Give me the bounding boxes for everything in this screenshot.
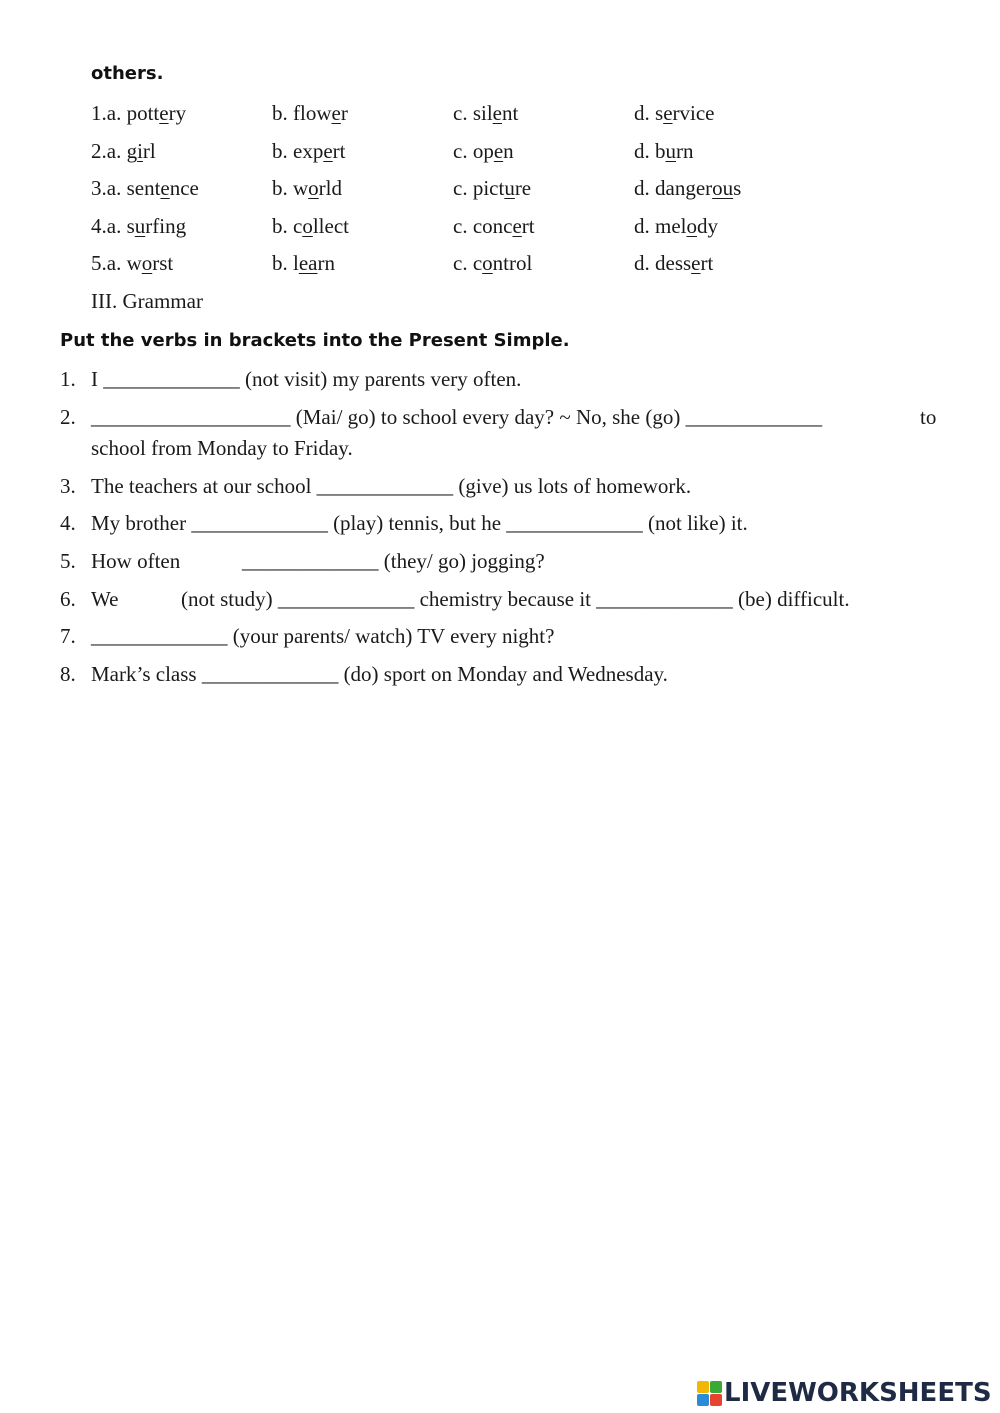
option-a: 3.a. sentence <box>91 176 199 200</box>
logo-square <box>697 1381 709 1393</box>
pronunciation-row-5 <box>0 251 1000 281</box>
option-d: d. dessert <box>634 251 714 275</box>
exercise-number: 7. <box>60 624 76 648</box>
liveworksheets-logo <box>697 1378 997 1410</box>
option-d: d. burn <box>634 139 694 163</box>
option-c: c. control <box>453 251 533 275</box>
exercise-number: 8. <box>60 662 76 686</box>
option-c: c. silent <box>453 101 519 125</box>
exercise-number: 6. <box>60 587 76 611</box>
option-b: b. collect <box>272 214 349 238</box>
exercise-number: 4. <box>60 511 76 535</box>
pronunciation-row-3 <box>0 176 1000 206</box>
logo-square <box>710 1394 722 1406</box>
exercise-number: 2. <box>60 405 76 429</box>
logo-square <box>697 1394 709 1406</box>
exercise-text-rest: _____________ (they/ go) jogging? <box>242 549 545 573</box>
pronunciation-row-1 <box>0 101 1000 131</box>
option-b: b. world <box>272 176 342 200</box>
exercise-text-rest: (not study) _____________ chemistry because it _____________ (be) difficult. <box>181 587 850 611</box>
exercise-number: 3. <box>60 474 76 498</box>
grammar-heading: III. Grammar <box>91 289 203 313</box>
option-a: 4.a. surfing <box>91 214 187 238</box>
option-b: b. flower <box>272 101 348 125</box>
exercise-text: _____________ (your parents/ watch) TV every night? <box>91 624 555 648</box>
exercise-text: How often <box>91 549 181 573</box>
logo-square <box>710 1381 722 1393</box>
exercise-text: Mark’s class _____________ (do) sport on Monday and Wednesday. <box>91 662 668 686</box>
option-d: d. service <box>634 101 715 125</box>
exercise-number: 1. <box>60 367 76 391</box>
option-a: 1.a. pottery <box>91 101 187 125</box>
option-b: b. learn <box>272 251 335 275</box>
logo-grid-icon <box>697 1381 723 1407</box>
exercise-text: I _____________ (not visit) my parents very often. <box>91 367 522 391</box>
option-a: 2.a. girl <box>91 139 156 163</box>
exercise-text: The teachers at our school _____________ (give) us lots of homework. <box>91 474 692 498</box>
instruction-heading: Put the verbs in brackets into the Present Simple. <box>60 330 570 351</box>
exercise-text: My brother _____________ (play) tennis, but he _____________ (not like) it. <box>91 511 748 535</box>
option-c: c. picture <box>453 176 532 200</box>
exercise-number: 5. <box>60 549 76 573</box>
option-d: d. dangerous <box>634 176 742 200</box>
option-c: c. open <box>453 139 514 163</box>
exercise-text: school from Monday to Friday. <box>91 436 353 460</box>
exercise-text: ___________________ (Mai/ go) to school every day? ~ No, she (go) _____________ <box>91 405 823 429</box>
option-d: d. melody <box>634 214 718 238</box>
pronunciation-row-2 <box>0 139 1000 169</box>
option-c: c. concert <box>453 214 535 238</box>
option-b: b. expert <box>272 139 346 163</box>
logo-text: LIVEWORKSHEETS <box>724 1378 992 1408</box>
pronunciation-row-4 <box>0 214 1000 244</box>
section-tail-heading: others. <box>91 63 164 84</box>
exercise-text: We <box>91 587 119 611</box>
exercise-text-end: to <box>920 405 937 429</box>
option-a: 5.a. worst <box>91 251 174 275</box>
